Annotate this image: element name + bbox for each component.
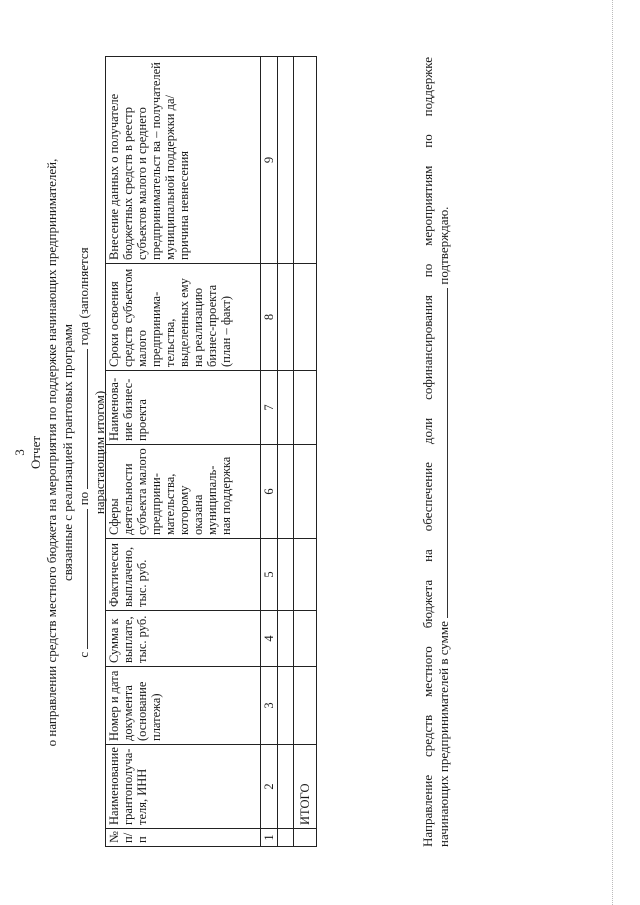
table-cell[interactable]	[294, 371, 317, 445]
header-cell: № п/п	[106, 829, 261, 847]
column-number: 7	[261, 371, 278, 445]
table-cell[interactable]	[294, 611, 317, 667]
period-year-label: года (заполняется	[76, 247, 91, 346]
report-title: Отчет	[28, 435, 43, 470]
footer-statement-line1: Направление средств местного бюджета на обеспечение доли софинансирования по мероприятиям по поддержке	[420, 57, 435, 847]
footer-amount-blank[interactable]	[437, 288, 448, 618]
page-number: 3	[12, 449, 27, 456]
column-number: 6	[261, 445, 278, 539]
report-table	[105, 56, 317, 847]
period-from-blank[interactable]	[77, 509, 88, 649]
column-number: 9	[261, 57, 278, 264]
table-cell[interactable]	[278, 611, 294, 667]
table-header-row	[106, 57, 261, 847]
column-number: 8	[261, 264, 278, 371]
table-cell[interactable]	[278, 829, 294, 847]
column-number: 1	[261, 829, 278, 847]
header-cell: Наименование грантополуча-теля, ИНН	[106, 745, 261, 829]
footer-confirm-label: подтверждаю.	[436, 206, 451, 285]
table-cell	[294, 829, 317, 847]
column-number-row	[261, 57, 278, 847]
header-cell: Наименова-ние бизнес-проекта	[106, 371, 261, 445]
table-cell[interactable]	[294, 539, 317, 611]
table-cell[interactable]	[278, 445, 294, 539]
period-to-label: по	[76, 491, 91, 506]
table-cell[interactable]	[278, 371, 294, 445]
table-row	[278, 57, 294, 847]
column-number: 5	[261, 539, 278, 611]
footer-amount-label: начинающих предпринимателей в сумме	[436, 621, 451, 847]
column-number: 2	[261, 745, 278, 829]
period-from-label: с	[76, 651, 91, 658]
table-cell[interactable]	[278, 745, 294, 829]
table-cell[interactable]	[278, 264, 294, 371]
header-cell: Фактически выплачено, тыс. руб.	[106, 539, 261, 611]
header-cell: Сумма к выплате, тыс. руб.	[106, 611, 261, 667]
table-cell[interactable]	[278, 57, 294, 264]
table-cell[interactable]	[294, 445, 317, 539]
table-cell[interactable]	[278, 667, 294, 745]
column-number: 4	[261, 611, 278, 667]
total-label: ИТОГО	[294, 745, 317, 829]
column-number: 3	[261, 667, 278, 745]
page-edge-divider	[612, 0, 613, 905]
table-cell[interactable]	[294, 264, 317, 371]
table-cell[interactable]	[294, 667, 317, 745]
header-cell: Номер и дата документа (основание платежа)	[106, 667, 261, 745]
period-to-blank[interactable]	[77, 349, 88, 489]
table-cell[interactable]	[294, 57, 317, 264]
report-subtitle-line2: связанные с реализацией грантовых программ	[60, 323, 75, 582]
report-period-tail: нарастающим итогом)	[92, 390, 107, 515]
report-period	[76, 0, 91, 905]
header-cell: Внесение данных о получателе бюджетных средств в реестр субъектов малого и среднего предпринимательст ва – получателей муниципальной поддержки да/причина невнесения	[106, 57, 261, 264]
table-cell[interactable]	[278, 539, 294, 611]
report-subtitle-line1: о направлении средств местного бюджета на мероприятия по поддержке начинающих предпринимателей,	[44, 158, 59, 747]
header-cell: Сферы деятельности субъекта малого предприни-мательства, которому оказана муниципаль-ная поддержка	[106, 445, 261, 539]
header-cell: Сроки освоения средств субъектом малого предпринима-тельства, выделенных ему на реализацию бизнес-проекта (план – факт)	[106, 264, 261, 371]
footer-statement-line2	[436, 57, 451, 847]
total-row	[294, 57, 317, 847]
